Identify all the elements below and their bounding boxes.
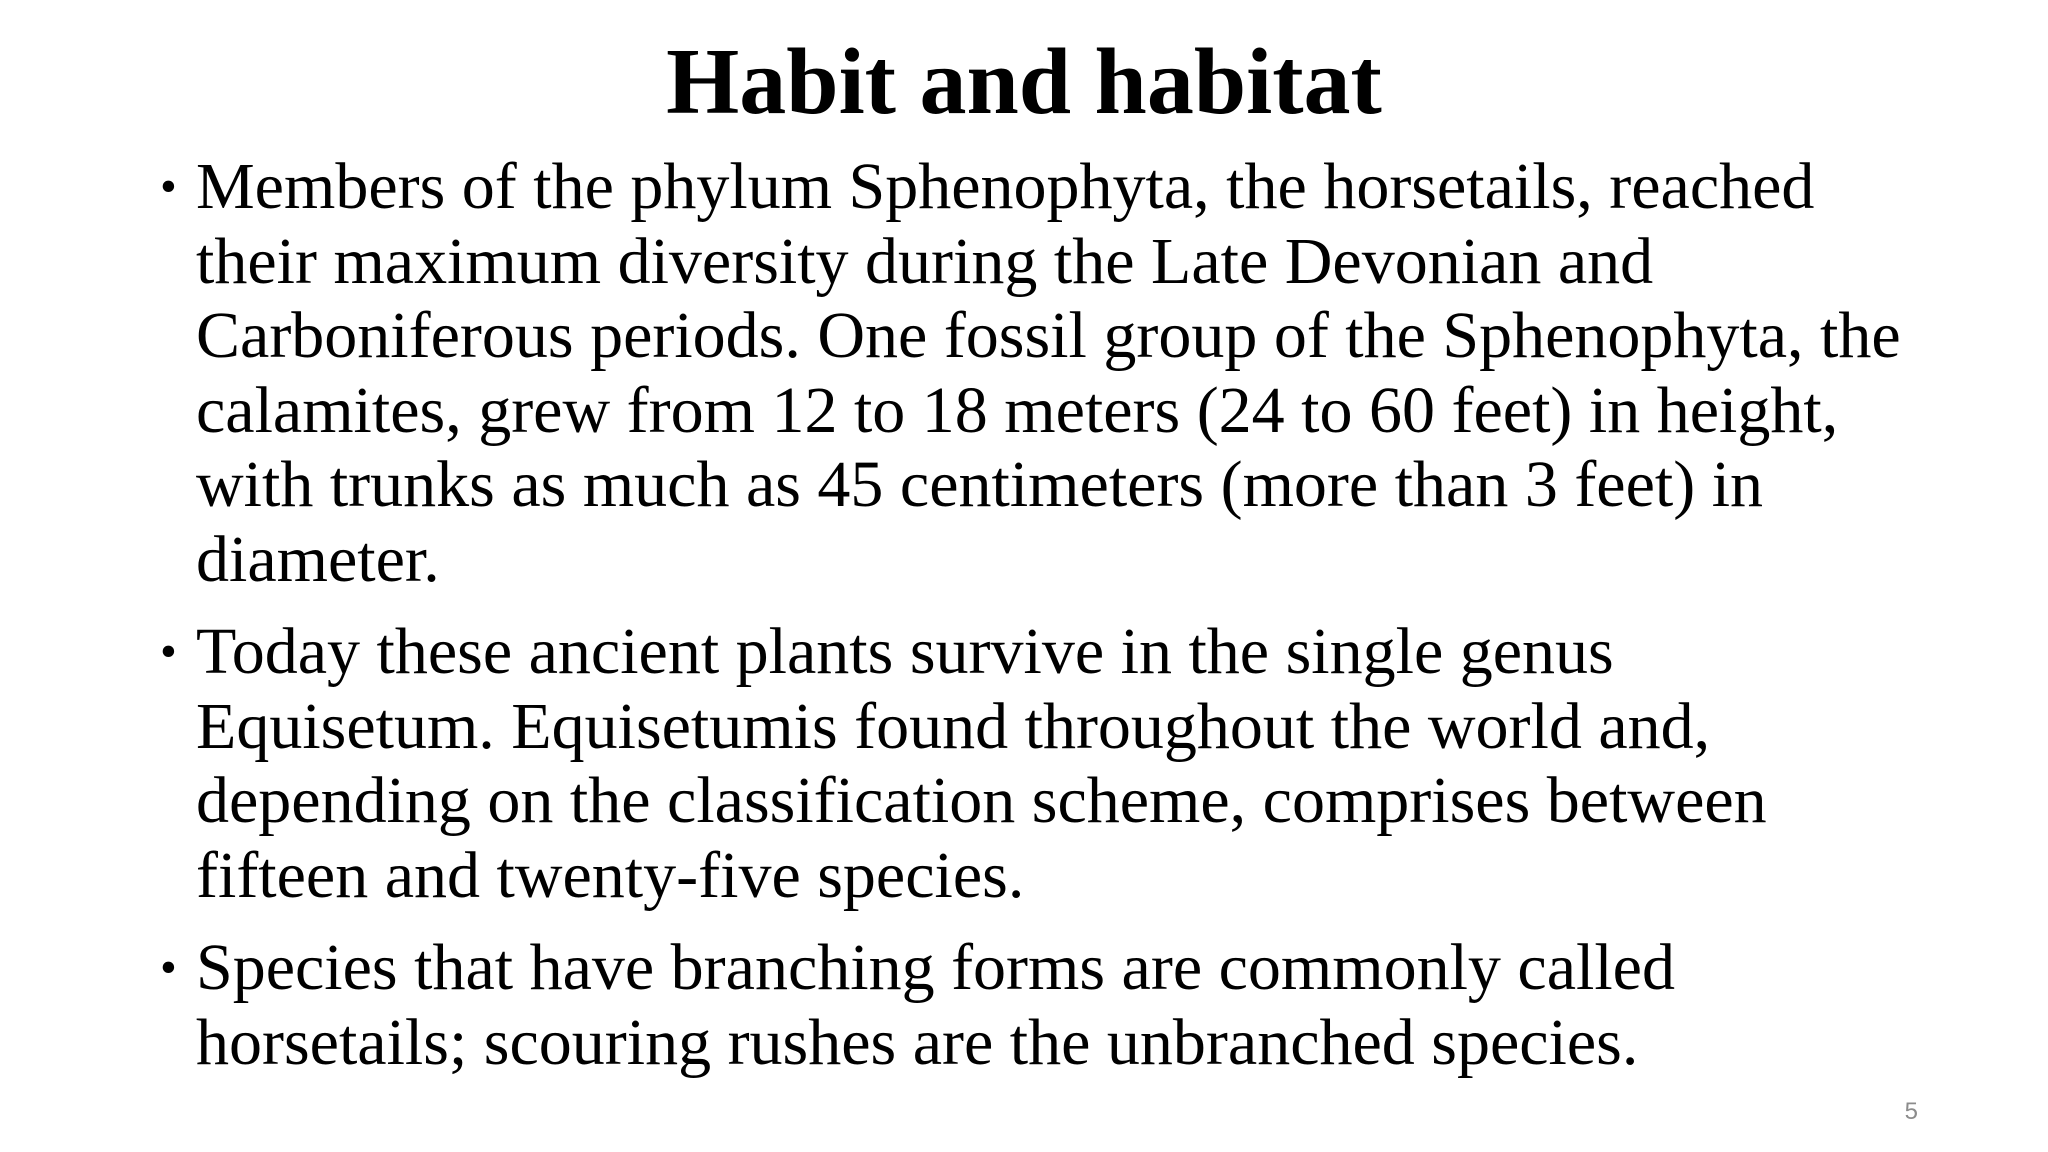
bullet-text: Species that have branching forms are commonly called horsetails; scouring rushes are the unbranched species. [196, 931, 1675, 1079]
slide-title: Habit and habitat [666, 30, 1382, 134]
bullet-item [160, 150, 1920, 597]
bullet-icon: • [160, 160, 177, 213]
bullet-list [160, 150, 1920, 1098]
bullet-item [160, 931, 1920, 1080]
bullet-icon: • [160, 941, 177, 994]
page-number: 5 [1904, 1098, 1918, 1125]
bullet-text: Members of the phylum Sphenophyta, the horsetails, reached their maximum diversity during the Late Devonian and Carboniferous periods. One fossil group of the Sphenophyta, the calamites, grew from 12 to 18 meters (24 to 60 feet) in height, with trunks as much as 45 centimeters (more than 3 feet) in diameter. [196, 150, 1901, 596]
bullet-item [160, 615, 1920, 913]
bullet-icon: • [160, 625, 177, 678]
bullet-text: Today these ancient plants survive in the single genus Equisetum. Equisetumis found throughout the world and, depending on the classification scheme, comprises between fifteen and twenty-five species. [196, 615, 1767, 912]
